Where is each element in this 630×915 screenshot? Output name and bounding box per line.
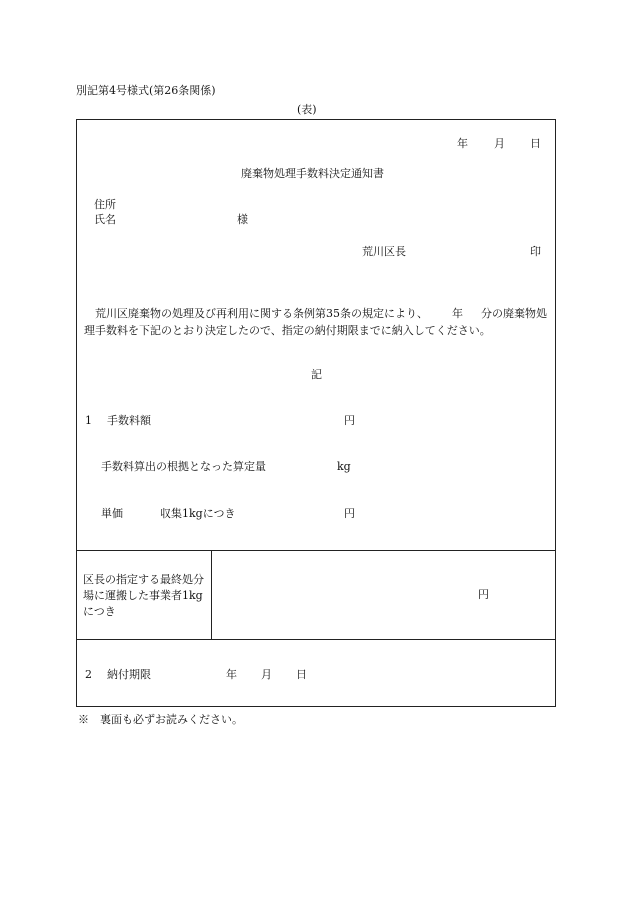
item1-fee-unit: 円 (344, 414, 355, 427)
footer-note: ※ 裏面も必ずお読みください。 (78, 713, 243, 726)
divider-disposal-top (76, 550, 556, 551)
document-title: 廃棄物処理手数料決定通知書 (241, 167, 384, 180)
address-label: 住所 (94, 198, 116, 211)
paragraph-year-label: 年 (452, 307, 463, 320)
due-date-label: 納付期限 (107, 668, 151, 681)
due-date-day: 日 (296, 668, 307, 681)
seal-mark: 印 (530, 245, 541, 258)
date-day-label: 日 (530, 137, 541, 150)
paragraph-text-before: 荒川区廃棄物の処理及び再利用に関する条例第35条の規定により、 (95, 307, 428, 320)
unit-price-label: 単価 (101, 507, 123, 520)
note-heading: 記 (311, 368, 322, 381)
collection-rate-unit: 円 (344, 507, 355, 520)
issuer-name: 荒川区長 (362, 245, 406, 258)
due-date-month: 月 (261, 668, 272, 681)
due-date-year: 年 (226, 668, 237, 681)
date-month-label: 月 (494, 137, 505, 150)
form-reference: 別記第4号様式(第26条関係) (76, 84, 216, 97)
collection-rate-label: 収集1kgにつき (160, 507, 236, 520)
item1-number: 1 (85, 414, 92, 427)
basis-amount-unit: kg (337, 460, 351, 473)
side-label: (表) (297, 103, 317, 116)
divider-disposal-vertical (211, 550, 212, 639)
notice-paragraph (84, 305, 550, 339)
honorific-label: 様 (237, 213, 248, 226)
item1-fee-label: 手数料額 (107, 414, 151, 427)
disposal-rate-unit: 円 (478, 588, 489, 601)
name-label: 氏名 (94, 213, 116, 226)
divider-disposal-bottom (76, 639, 556, 640)
basis-amount-label: 手数料算出の根拠となった算定量 (101, 460, 266, 473)
item2-number: 2 (85, 668, 92, 681)
date-year-label: 年 (457, 137, 468, 150)
paragraph-text-after: 分の廃棄物処理手数料を下記のとおり決定したので、指定の納付期限までに納入してください。 (84, 307, 547, 337)
disposal-rate-label: 区長の指定する最終処分場に運搬した事業者1kgにつき (83, 573, 204, 618)
